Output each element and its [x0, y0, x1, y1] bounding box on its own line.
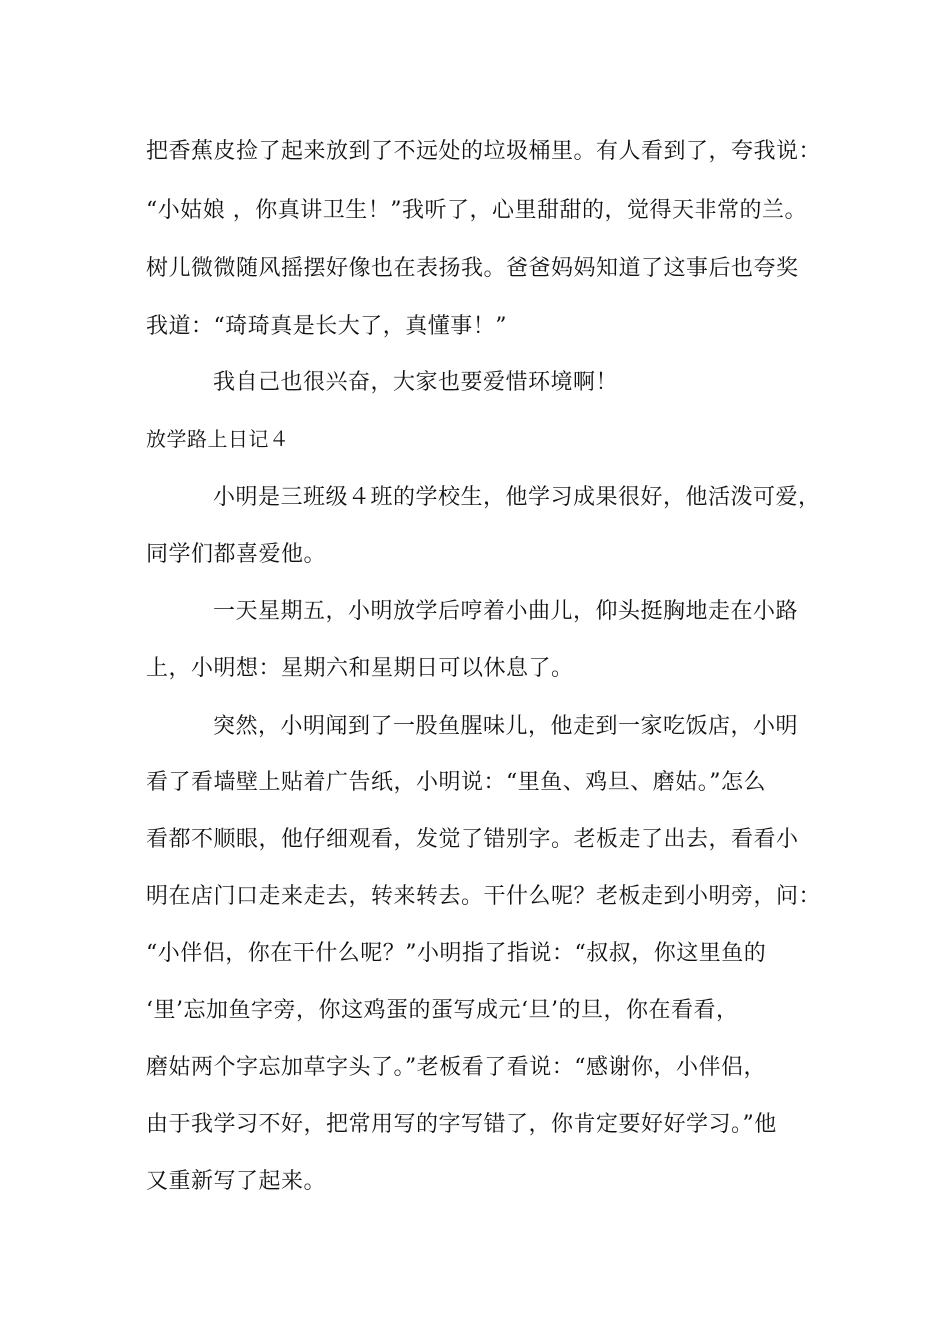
paragraph-line: 磨姑两个字忘加草字头了。”老板看了看说：“感谢你，小伴侣， [146, 1055, 766, 1080]
paragraph-line: 我道：“琦琦真是长大了，真懂事！” [146, 314, 507, 339]
paragraph-line: 一天星期五，小明放学后哼着小曲儿，仰头挺胸地走在小路 [213, 599, 799, 624]
section-title: 放学路上日记４ [146, 427, 290, 451]
paragraph-line: 树儿微微随风摇摆好像也在表扬我。爸爸妈妈知道了这事后也夸奖 [146, 256, 799, 281]
paragraph-line: 我自己也很兴奋，大家也要爱惜环境啊！ [213, 370, 619, 395]
paragraph-line: 小明是三班级４班的学校生，他学习成果很好，他活泼可爱， [213, 485, 821, 510]
paragraph-line: 看了看墙壁上贴着广告纸，小明说：“里鱼、鸡旦、磨姑。”怎么 [146, 770, 766, 795]
paragraph-line: 由于我学习不好，把常用写的字写错了，你肯定要好好学习。”他 [146, 1112, 777, 1137]
paragraph-line: “小伴侣，你在干什么呢？”小明指了指说：“叔叔，你这里鱼的 [146, 941, 767, 966]
paragraph-line: ‘里’忘加鱼字旁，你这鸡蛋的蛋写成元‘旦’的旦，你在看看， [146, 998, 739, 1023]
paragraph-line: 同学们都喜爱他。 [146, 542, 327, 567]
paragraph-line: 突然，小明闻到了一股鱼腥味儿，他走到一家吃饭店，小明 [213, 714, 799, 739]
paragraph-line: “小姑娘 ，你真讲卫生！”我听了，心里甜甜的，觉得天非常的兰。 [146, 198, 807, 223]
paragraph-line: 明在店门口走来走去，转来转去。干什么呢？老板走到小明旁，问： [146, 884, 822, 909]
paragraph-line: 看都不顺眼，他仔细观看，发觉了错别字。老板走了出去，看看小 [146, 827, 799, 852]
paragraph-line: 又重新写了起来。 [146, 1169, 327, 1194]
paragraph-line: 上，小明想：星期六和星期日可以休息了。 [146, 656, 574, 681]
paragraph-line: 把香蕉皮捡了起来放到了不远处的垃圾桶里。有人看到了，夸我说： [146, 139, 822, 164]
